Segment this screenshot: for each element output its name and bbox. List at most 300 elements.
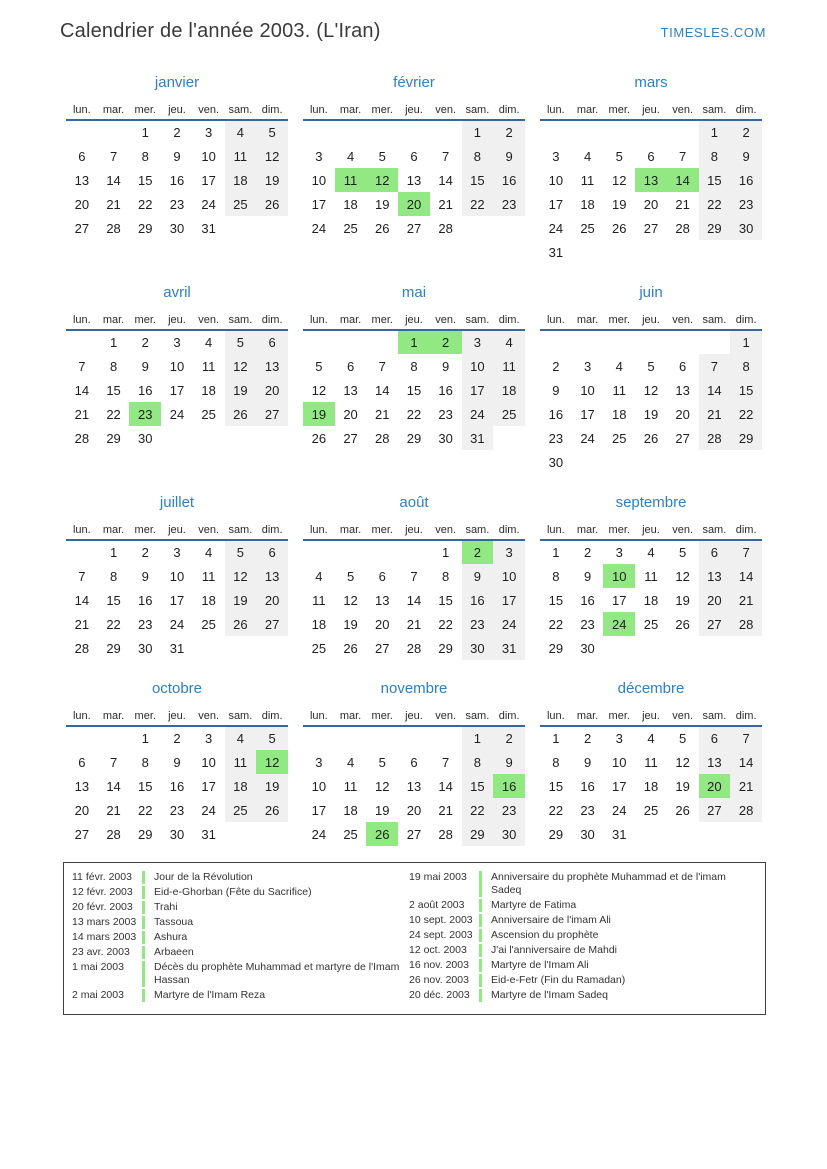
day-cell: 14	[74, 382, 90, 398]
day-cell: 2	[141, 335, 149, 350]
day-cell: 13	[635, 168, 667, 192]
month-novembre	[303, 680, 525, 846]
holiday-name: Tassoua	[154, 916, 194, 928]
month-juillet	[66, 494, 288, 660]
day-cell: 15	[106, 382, 121, 398]
day-cell: 14	[74, 592, 90, 608]
weekday-header: sam.	[462, 705, 494, 726]
day-cell: 22	[438, 616, 453, 632]
empty-cell	[730, 240, 762, 264]
day-cell: 7	[78, 358, 86, 374]
day-cell: 21	[730, 588, 762, 612]
day-cell: 22	[548, 802, 564, 818]
day-cell: 23	[580, 616, 595, 632]
weekday-header: lun.	[66, 705, 98, 726]
day-cell: 1	[552, 731, 560, 746]
day-cell: 12	[612, 172, 627, 188]
day-cell: 24	[311, 826, 327, 842]
empty-cell	[540, 120, 572, 144]
weekday-header: jeu.	[161, 705, 193, 726]
day-cell: 7	[78, 568, 86, 584]
day-cell: 13	[699, 564, 731, 588]
day-cell: 14	[438, 778, 453, 794]
weekday-header: mar.	[335, 705, 367, 726]
empty-cell	[161, 426, 193, 450]
day-cell: 14	[699, 378, 731, 402]
empty-cell	[335, 120, 367, 144]
weekday-header: jeu.	[161, 309, 193, 330]
holiday-entry	[409, 871, 757, 897]
holiday-name: Jour de la Révolution	[154, 871, 253, 883]
weekday-header: mer.	[366, 519, 398, 540]
day-cell: 2	[583, 731, 592, 746]
day-cell: 28	[406, 640, 422, 656]
holiday-marker-bar	[142, 961, 145, 987]
empty-cell	[366, 540, 398, 564]
month-avril	[66, 284, 288, 450]
weekday-header: jeu.	[398, 309, 430, 330]
day-cell: 4	[205, 545, 213, 560]
day-cell: 8	[462, 750, 494, 774]
day-cell: 6	[346, 358, 355, 374]
empty-cell	[667, 450, 699, 474]
empty-cell	[335, 726, 367, 750]
weekday-header: ven.	[430, 519, 462, 540]
weekday-header: lun.	[540, 99, 572, 120]
weekday-header: sam.	[225, 99, 257, 120]
day-cell: 26	[256, 798, 288, 822]
day-cell: 25	[493, 402, 525, 426]
day-cell: 2	[141, 545, 149, 560]
day-cell: 9	[442, 358, 450, 374]
day-cell: 8	[109, 358, 118, 374]
weekday-header: ven.	[193, 705, 225, 726]
day-cell: 4	[315, 568, 323, 584]
weekday-header: lun.	[303, 309, 335, 330]
day-cell: 2	[583, 545, 592, 560]
day-cell: 30	[493, 822, 525, 846]
holiday-name: J'ai l'anniversaire de Mahdi	[491, 944, 617, 956]
day-cell: 15	[548, 778, 564, 794]
month-table	[66, 519, 288, 660]
month-title: avril	[163, 284, 191, 301]
weekday-header: jeu.	[398, 99, 430, 120]
holiday-entry	[72, 961, 409, 987]
holiday-marker-bar	[479, 914, 482, 927]
day-cell: 11	[580, 172, 595, 188]
months-grid	[66, 74, 827, 846]
day-cell: 20	[343, 406, 358, 422]
day-cell: 28	[438, 220, 453, 236]
weekday-header: mer.	[129, 519, 161, 540]
holiday-date: 23 avr. 2003	[72, 946, 130, 958]
day-cell: 18	[580, 196, 595, 212]
day-cell: 16	[138, 592, 153, 608]
day-cell: 9	[583, 754, 592, 770]
day-cell: 20	[74, 196, 90, 212]
day-cell: 3	[493, 540, 525, 564]
day-cell: 5	[256, 120, 288, 144]
holiday-date: 11 févr. 2003	[72, 871, 132, 883]
holiday-marker-bar	[479, 871, 482, 897]
day-cell: 12	[311, 382, 327, 398]
weekday-header: mer.	[603, 99, 635, 120]
day-cell: 24	[548, 220, 564, 236]
day-cell: 14	[375, 382, 390, 398]
weekday-header: mer.	[603, 519, 635, 540]
day-cell: 9	[730, 144, 762, 168]
day-cell: 10	[603, 564, 635, 588]
holiday-entry	[72, 916, 409, 929]
day-cell: 9	[173, 754, 181, 770]
day-cell: 13	[406, 778, 422, 794]
day-cell: 8	[699, 144, 731, 168]
month-mai	[303, 284, 525, 450]
day-cell: 20	[675, 406, 690, 422]
empty-cell	[635, 822, 667, 846]
day-cell: 16	[730, 168, 762, 192]
day-cell: 25	[643, 802, 659, 818]
day-cell: 23	[730, 192, 762, 216]
day-cell: 28	[675, 220, 690, 236]
day-cell: 20	[375, 616, 390, 632]
day-cell: 31	[201, 826, 216, 842]
day-cell: 8	[410, 358, 418, 374]
day-cell: 7	[730, 540, 762, 564]
empty-cell	[398, 726, 430, 750]
day-cell: 22	[138, 802, 153, 818]
day-cell: 11	[335, 168, 367, 192]
weekday-header: mer.	[603, 309, 635, 330]
holiday-date: 26 nov. 2003	[409, 974, 469, 986]
holiday-marker-bar	[479, 989, 482, 1002]
day-cell: 17	[311, 196, 327, 212]
day-cell: 4	[647, 731, 655, 746]
day-cell: 20	[643, 196, 659, 212]
weekday-header: lun.	[303, 705, 335, 726]
day-cell: 21	[438, 196, 453, 212]
empty-cell	[303, 120, 335, 144]
day-cell: 15	[730, 378, 762, 402]
weekday-header: dim.	[730, 309, 762, 330]
day-cell: 27	[643, 220, 659, 236]
day-cell: 2	[730, 120, 762, 144]
day-cell: 21	[730, 774, 762, 798]
weekday-header: jeu.	[635, 705, 667, 726]
day-cell: 17	[462, 378, 494, 402]
holiday-name: Trahi	[154, 901, 178, 913]
empty-cell	[730, 450, 762, 474]
weekday-header: dim.	[730, 705, 762, 726]
day-cell: 11	[201, 568, 216, 584]
day-cell: 2	[493, 120, 525, 144]
day-cell: 18	[225, 168, 257, 192]
day-cell: 17	[612, 592, 627, 608]
day-cell: 7	[109, 754, 118, 770]
holiday-marker-bar	[142, 871, 145, 884]
weekday-header: mar.	[572, 519, 604, 540]
day-cell: 29	[406, 430, 422, 446]
month-title: novembre	[380, 680, 448, 697]
day-cell: 24	[612, 802, 627, 818]
weekday-header: jeu.	[635, 99, 667, 120]
weekday-header: dim.	[730, 99, 762, 120]
weekday-header: ven.	[193, 519, 225, 540]
day-cell: 11	[644, 568, 658, 584]
month-table	[303, 309, 525, 450]
day-cell: 30	[548, 454, 564, 470]
month-title: août	[399, 494, 429, 511]
day-cell: 21	[406, 616, 422, 632]
day-cell: 26	[643, 430, 659, 446]
day-cell: 26	[675, 616, 690, 632]
day-cell: 29	[730, 426, 762, 450]
holiday-date: 20 févr. 2003	[72, 901, 133, 913]
day-cell: 4	[205, 335, 213, 350]
holiday-date: 1 mai 2003	[72, 961, 124, 973]
holiday-entry	[409, 989, 757, 1002]
day-cell: 5	[225, 330, 257, 354]
weekday-header: lun.	[540, 705, 572, 726]
day-cell: 20	[398, 192, 430, 216]
day-cell: 7	[378, 358, 386, 374]
day-cell: 15	[462, 168, 494, 192]
day-cell: 6	[78, 148, 86, 164]
empty-cell	[730, 822, 762, 846]
day-cell: 1	[462, 726, 494, 750]
day-cell: 29	[462, 822, 494, 846]
day-cell: 24	[169, 406, 185, 422]
weekday-header: lun.	[66, 99, 98, 120]
day-cell: 26	[256, 192, 288, 216]
day-cell: 22	[462, 798, 494, 822]
day-cell: 22	[106, 616, 121, 632]
holiday-marker-bar	[142, 946, 145, 959]
day-cell: 8	[141, 754, 149, 770]
holiday-name: Martyre de Fatima	[491, 899, 577, 911]
day-cell: 28	[730, 612, 762, 636]
empty-cell	[572, 120, 604, 144]
weekday-header: sam.	[462, 519, 494, 540]
weekday-header: sam.	[699, 519, 731, 540]
weekday-header: mar.	[572, 705, 604, 726]
weekday-header: lun.	[540, 309, 572, 330]
day-cell: 11	[312, 592, 326, 608]
weekday-header: dim.	[493, 519, 525, 540]
day-cell: 8	[552, 568, 560, 584]
holidays-legend	[63, 862, 766, 1015]
weekday-header: lun.	[303, 99, 335, 120]
day-cell: 12	[225, 354, 257, 378]
day-cell: 17	[201, 778, 216, 794]
day-cell: 14	[106, 172, 121, 188]
day-cell: 6	[256, 540, 288, 564]
holiday-entry	[72, 886, 409, 899]
day-cell: 15	[699, 168, 731, 192]
holiday-name: Anniversaire de l'imam Ali	[491, 914, 611, 926]
holiday-entry	[72, 946, 409, 959]
day-cell: 24	[169, 616, 185, 632]
day-cell: 5	[679, 545, 687, 560]
day-cell: 18	[201, 382, 216, 398]
day-cell: 19	[225, 588, 257, 612]
day-cell: 1	[462, 120, 494, 144]
day-cell: 14	[406, 592, 422, 608]
day-cell: 29	[699, 216, 731, 240]
weekday-header: sam.	[699, 99, 731, 120]
day-cell: 22	[106, 406, 121, 422]
day-cell: 23	[438, 406, 453, 422]
weekday-header: sam.	[462, 309, 494, 330]
day-cell: 27	[256, 402, 288, 426]
day-cell: 23	[138, 616, 153, 632]
empty-cell	[493, 426, 525, 450]
day-cell: 4	[615, 358, 623, 374]
day-cell: 18	[643, 778, 659, 794]
day-cell: 8	[442, 568, 450, 584]
day-cell: 6	[699, 726, 731, 750]
day-cell: 28	[106, 826, 121, 842]
day-cell: 27	[343, 430, 358, 446]
empty-cell	[603, 330, 635, 354]
empty-cell	[667, 636, 699, 660]
day-cell: 11	[493, 354, 525, 378]
empty-cell	[667, 240, 699, 264]
day-cell: 15	[138, 172, 153, 188]
empty-cell	[635, 450, 667, 474]
day-cell: 9	[141, 568, 149, 584]
weekday-header: jeu.	[398, 519, 430, 540]
weekday-header: dim.	[493, 705, 525, 726]
day-cell: 28	[375, 430, 390, 446]
day-cell: 31	[612, 826, 627, 842]
weekday-header: jeu.	[161, 519, 193, 540]
day-cell: 30	[138, 640, 153, 656]
day-cell: 12	[256, 144, 288, 168]
day-cell: 12	[675, 754, 690, 770]
weekday-header: ven.	[430, 705, 462, 726]
month-février	[303, 74, 525, 240]
day-cell: 1	[442, 545, 450, 560]
day-cell: 30	[580, 640, 595, 656]
empty-cell	[98, 726, 130, 750]
holiday-name: Eid-e-Fetr (Fin du Ramadan)	[491, 974, 626, 986]
day-cell: 5	[346, 568, 355, 584]
day-cell: 24	[580, 430, 595, 446]
day-cell: 7	[679, 148, 687, 164]
timesles-site-link[interactable]: TIMESLES.COM	[660, 25, 766, 40]
empty-cell	[635, 240, 667, 264]
day-cell: 9	[141, 358, 149, 374]
weekday-header: ven.	[430, 309, 462, 330]
day-cell: 2	[462, 540, 494, 564]
day-cell: 17	[612, 778, 627, 794]
day-cell: 16	[169, 778, 185, 794]
weekday-header: dim.	[256, 99, 288, 120]
holiday-name: Martyre de l'Imam Sadeq	[491, 989, 608, 1001]
month-table	[540, 519, 762, 660]
day-cell: 25	[201, 406, 216, 422]
day-cell: 23	[129, 402, 161, 426]
empty-cell	[462, 216, 494, 240]
month-table	[540, 309, 762, 474]
empty-cell	[66, 726, 98, 750]
holiday-date: 16 nov. 2003	[409, 959, 469, 971]
day-cell: 12	[675, 568, 690, 584]
day-cell: 1	[552, 545, 560, 560]
day-cell: 3	[205, 731, 213, 746]
day-cell: 4	[647, 545, 655, 560]
weekday-header: jeu.	[398, 705, 430, 726]
day-cell: 18	[225, 774, 257, 798]
day-cell: 17	[493, 588, 525, 612]
day-cell: 13	[256, 354, 288, 378]
day-cell: 11	[201, 358, 216, 374]
day-cell: 10	[169, 568, 185, 584]
weekday-header: ven.	[667, 309, 699, 330]
day-cell: 5	[378, 148, 386, 164]
day-cell: 5	[615, 148, 623, 164]
day-cell: 13	[406, 172, 422, 188]
empty-cell	[225, 426, 257, 450]
day-cell: 9	[462, 564, 494, 588]
month-table	[303, 705, 525, 846]
day-cell: 20	[256, 588, 288, 612]
empty-cell	[225, 636, 257, 660]
day-cell: 6	[410, 754, 418, 770]
weekday-header: mer.	[129, 309, 161, 330]
page-title: Calendrier de l'année 2003. (L'Iran)	[60, 20, 381, 42]
day-cell: 2	[173, 731, 181, 746]
day-cell: 27	[74, 220, 90, 236]
day-cell: 3	[173, 545, 181, 560]
holiday-date: 19 mai 2003	[409, 871, 467, 883]
day-cell: 10	[462, 354, 494, 378]
weekday-header: mar.	[98, 519, 130, 540]
day-cell: 14	[730, 750, 762, 774]
day-cell: 21	[106, 196, 121, 212]
day-cell: 24	[493, 612, 525, 636]
weekday-header: ven.	[193, 99, 225, 120]
day-cell: 9	[493, 144, 525, 168]
empty-cell	[366, 330, 398, 354]
day-cell: 1	[109, 545, 118, 560]
holiday-date: 24 sept. 2003	[409, 929, 473, 941]
day-cell: 27	[74, 826, 90, 842]
day-cell: 1	[398, 330, 430, 354]
day-cell: 27	[406, 220, 422, 236]
day-cell: 19	[343, 616, 358, 632]
day-cell: 28	[730, 798, 762, 822]
day-cell: 21	[106, 802, 121, 818]
day-cell: 22	[548, 616, 564, 632]
weekday-header: mar.	[98, 705, 130, 726]
month-table	[303, 519, 525, 660]
day-cell: 27	[406, 826, 422, 842]
day-cell: 1	[141, 731, 149, 746]
empty-cell	[730, 636, 762, 660]
holiday-date: 13 mars 2003	[72, 916, 137, 928]
day-cell: 30	[730, 216, 762, 240]
day-cell: 17	[201, 172, 216, 188]
day-cell: 21	[699, 402, 731, 426]
day-cell: 14	[106, 778, 121, 794]
day-cell: 3	[615, 731, 623, 746]
day-cell: 29	[548, 826, 564, 842]
day-cell: 16	[462, 588, 494, 612]
day-cell: 24	[201, 802, 216, 818]
day-cell: 4	[225, 120, 257, 144]
